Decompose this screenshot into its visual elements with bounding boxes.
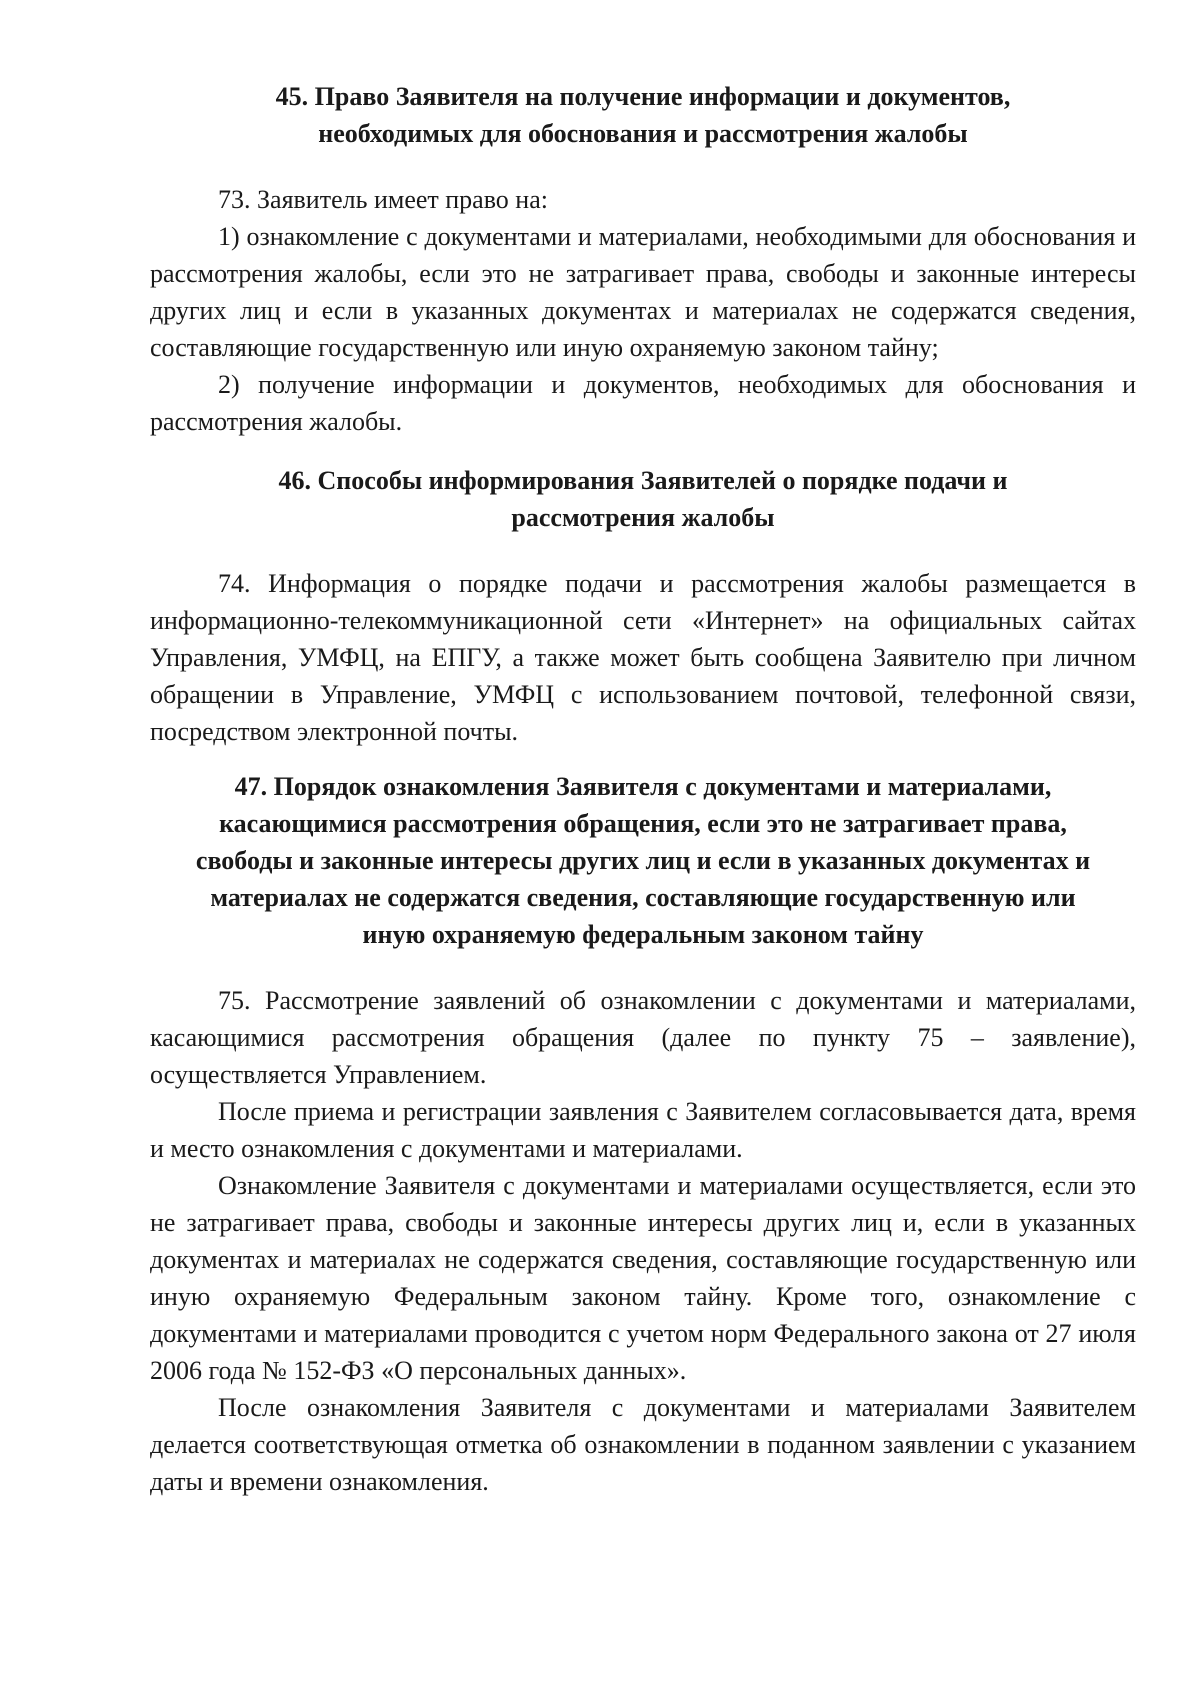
paragraph: 75. Рассмотрение заявлений об ознакомлении с документами и материалами, касающимися рассмотрения обращения (далее по пункту 75 – заявление), осуществляется Управлением. [150, 986, 1136, 1089]
paragraph: 2) получение информации и документов, необходимых для обоснования и рассмотрения жалобы. [150, 370, 1136, 436]
paragraph: После ознакомления Заявителя с документами и материалами Заявителем делается соответствующая отметка об ознакомлении в поданном заявлении с указанием даты и времени ознакомления. [150, 1393, 1136, 1496]
section-heading [150, 78, 1136, 152]
heading-line: 46. Способы информирования Заявителей о порядке подачи и [278, 466, 1008, 495]
section-47 [150, 768, 1136, 1500]
section-heading [150, 462, 1136, 536]
section-45 [150, 78, 1136, 440]
heading-line: рассмотрения жалобы [511, 503, 775, 532]
heading-line: 47. Порядок ознакомления Заявителя с документами и материалами, [234, 772, 1052, 801]
spacer [150, 440, 1136, 462]
heading-line: свободы и законные интересы других лиц и если в указанных документах и [195, 846, 1091, 875]
paragraph: 1) ознакомление с документами и материалами, необходимыми для обоснования и рассмотрения жалобы, если это не затрагивает права, свободы и законные интересы других лиц и если в указанных документах и материалах не содержатся сведения, составляющие государственную или иную охраняемую законом тайну; [150, 222, 1136, 362]
heading-line: 45. Право Заявителя на получение информации и документов, [275, 82, 1011, 111]
heading-line: касающимися рассмотрения обращения, если это не затрагивает права, [219, 809, 1067, 838]
paragraph: 73. Заявитель имеет право на: [218, 185, 548, 214]
paragraph: После приема и регистрации заявления с Заявителем согласовывается дата, время и место ознакомления с документами и материалами. [150, 1097, 1136, 1163]
paragraph: Ознакомление Заявителя с документами и материалами осуществляется, если это не затрагивает права, свободы и законные интересы других лиц и, если в указанных документах и материалах не содержатся сведения, составляющие государственную или иную охраняемую Федеральным законом тайну. Кроме того, ознакомление с документами и материалами проводится с учетом норм Федерального закона от 27 июля 2006 года № 152-ФЗ «О персональных данных». [150, 1171, 1136, 1385]
heading-line: иную охраняемую федеральным законом тайну [362, 920, 924, 949]
heading-line: материалах не содержатся сведения, составляющие государственную или [210, 883, 1076, 912]
paragraph: 74. Информация о порядке подачи и рассмотрения жалобы размещается в информационно-телекоммуникационной сети «Интернет» на официальных сайтах Управления, УМФЦ, на ЕПГУ, а также может быть сообщена Заявителю при личном обращении в Управление, УМФЦ с использованием почтовой, телефонной связи, посредством электронной почты. [150, 569, 1136, 746]
heading-line: необходимых для обоснования и рассмотрения жалобы [318, 119, 968, 148]
section-heading [150, 768, 1136, 953]
spacer [150, 750, 1136, 768]
section-46 [150, 462, 1136, 750]
